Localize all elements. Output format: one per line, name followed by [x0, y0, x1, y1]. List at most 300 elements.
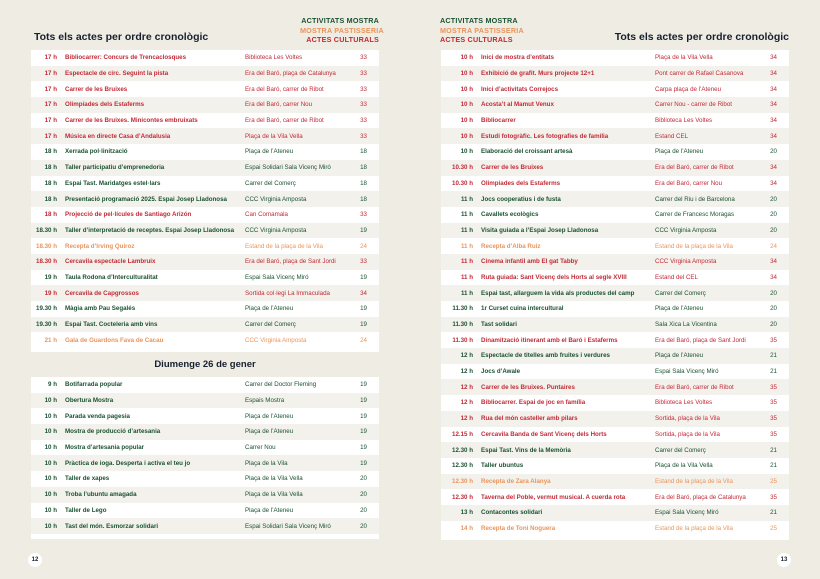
- event-time: 18.30 h: [36, 242, 57, 250]
- event-time: 11.30 h: [441, 317, 481, 333]
- event-page: 20: [357, 518, 379, 534]
- event-name: Espai Tast. Maridatges estel·lars: [65, 179, 161, 187]
- event-name: Acosta’t al Mamut Venux: [481, 97, 655, 113]
- event-page: 21: [767, 442, 789, 458]
- event-time: 11 h: [441, 223, 481, 239]
- event-time: 17 h: [44, 85, 57, 93]
- event-page: 18: [357, 191, 379, 207]
- event-page: 19: [357, 317, 379, 333]
- event-name: Carrer de les Bruixes. Minicontes embruixats: [65, 117, 198, 125]
- event-page: 20: [357, 487, 379, 503]
- table-row: [441, 223, 789, 239]
- event-name: Parada venda pagesia: [65, 412, 131, 420]
- event-place: Plaça de l’Ateneu: [655, 305, 704, 313]
- right-page: [410, 0, 820, 579]
- category-legend: [440, 16, 524, 45]
- table-row: [441, 301, 789, 317]
- event-page: 19: [360, 273, 367, 281]
- event-page: 19: [357, 393, 379, 409]
- event-name: Taller d’interpretació de receptes. Espai Josep Lladonosa: [65, 223, 245, 239]
- event-name: Recepta d’Alba Ruiz: [481, 242, 541, 250]
- event-name: Recepta d’Irving Quiroz: [65, 242, 135, 250]
- event-place: Era del Baró, carrer de Ribot: [655, 379, 767, 395]
- event-place: Era del Baró, plaça de Catalunya: [245, 66, 357, 82]
- event-page: 20: [767, 317, 789, 333]
- event-name: Taller participatiu d’emprenedoria: [65, 160, 245, 176]
- event-page: 19: [360, 444, 367, 452]
- event-name: Ruta guiada: Sant Vicenç dels Horts al segle XVIII: [481, 273, 627, 281]
- event-name: Recepta de Zara Alanya: [481, 474, 655, 490]
- event-place: Biblioteca Les Voltes: [245, 54, 303, 62]
- table-row: [31, 160, 379, 176]
- event-page: 19: [360, 381, 367, 389]
- event-page: 21: [767, 505, 789, 521]
- event-time: 10 h: [441, 97, 481, 113]
- event-time: 19.30 h: [31, 317, 65, 333]
- event-name: Rua del món casteller amb pilars: [481, 411, 655, 427]
- event-time: 17 h: [31, 128, 65, 144]
- event-page: 24: [360, 242, 367, 250]
- event-time: 19.30 h: [36, 305, 57, 313]
- event-time: 11.30 h: [452, 336, 473, 344]
- event-place: Sala Xica La Vicentina: [655, 317, 767, 333]
- event-place: Carrer del Comerç: [245, 179, 296, 187]
- table-row: [441, 332, 789, 348]
- event-time: 9 h: [48, 381, 57, 389]
- event-time: 10 h: [460, 54, 473, 62]
- event-name: Dinamització itinerant amb el Baró i Estaferms: [481, 336, 618, 344]
- event-place: Carrer del Comerç: [245, 317, 357, 333]
- event-name: Carrer de les Bruixes. Puntaires: [481, 379, 655, 395]
- legend-culturals: ACTES CULTURALS: [440, 35, 513, 44]
- table-row: [31, 377, 379, 393]
- table-row: [31, 424, 379, 440]
- event-place: Pont carrer de Rafael Casanova: [655, 66, 767, 82]
- table-row: [441, 379, 789, 395]
- event-time: 14 h: [460, 524, 473, 532]
- event-name: Inici d’activitats Correjocs: [481, 85, 559, 93]
- event-place: Espai Solidari Sala Vicenç Miró: [245, 160, 357, 176]
- event-page: 18: [360, 179, 367, 187]
- event-page: 34: [770, 273, 777, 281]
- event-place: Espai Sala Vicenç Miró: [245, 273, 309, 281]
- table-row: [441, 160, 789, 176]
- event-page: 33: [357, 254, 379, 270]
- table-row: [31, 408, 379, 424]
- event-name: Taula Rodona d’Interculturalitat: [65, 273, 158, 281]
- event-place: Carrer Nou: [245, 444, 276, 452]
- event-time: 11 h: [441, 191, 481, 207]
- event-place: Estand de la plaça de la Vila: [655, 524, 733, 532]
- event-name: Espai Tast. Cocteleria amb vins: [65, 317, 245, 333]
- event-page: 21: [770, 368, 777, 376]
- event-place: Sortida col·legi La Immaculada: [245, 285, 357, 301]
- event-place: Can Comamala: [245, 211, 288, 219]
- event-place: Plaça de l’Ateneu: [245, 305, 294, 313]
- table-row: [31, 97, 379, 113]
- event-time: 10 h: [31, 455, 65, 471]
- event-time: 10 h: [44, 412, 57, 420]
- table-row: [31, 301, 379, 317]
- table-row: [31, 254, 379, 270]
- table-row: [31, 113, 379, 129]
- event-page: 34: [770, 85, 777, 93]
- table-row: [441, 364, 789, 380]
- event-place: CCC Virginia Amposta: [245, 336, 307, 344]
- event-page: 20: [770, 148, 777, 156]
- event-name: Contacontes solidari: [481, 505, 655, 521]
- event-place: CCC Virginia Amposta: [655, 223, 767, 239]
- event-page: 35: [770, 399, 777, 407]
- event-page: 34: [767, 128, 789, 144]
- event-time: 11 h: [460, 273, 473, 281]
- event-name: Mostra d’artesania popular: [65, 444, 145, 452]
- event-place: Plaça de l’Ateneu: [655, 348, 767, 364]
- events-table-saturday: [31, 50, 379, 352]
- event-place: Estand del CEL: [655, 273, 698, 281]
- event-page: 19: [357, 223, 379, 239]
- table-row: [441, 442, 789, 458]
- event-time: 10.30 h: [452, 179, 473, 187]
- event-page: 35: [767, 411, 789, 427]
- event-name: Espectacle de titelles amb fruites i verdures: [481, 348, 655, 364]
- event-time: 18 h: [44, 211, 57, 219]
- event-page: 24: [360, 336, 367, 344]
- event-name: Olimpíades dels Estaferms: [65, 97, 245, 113]
- event-time: 11.30 h: [452, 305, 473, 313]
- event-place: Era del Baró, plaça de Sant Jordi: [245, 254, 357, 270]
- page-number: 12: [28, 553, 42, 567]
- legend-culturals: ACTES CULTURALS: [306, 35, 379, 44]
- event-name: Bibliocarrer. Espai de joc en família: [481, 399, 586, 407]
- event-page: 20: [767, 191, 789, 207]
- event-time: 19 h: [31, 285, 65, 301]
- event-name: Cercavila Banda de Sant Vicenç dels Horts: [481, 430, 607, 438]
- event-place: Biblioteca Les Voltes: [655, 117, 713, 125]
- table-row: [31, 238, 379, 254]
- table-row: [441, 317, 789, 333]
- event-page: 20: [770, 211, 777, 219]
- event-place: Plaça de l’Ateneu: [245, 412, 294, 420]
- event-name: Botifarrada popular: [65, 381, 123, 389]
- table-row: [31, 455, 379, 471]
- event-place: Plaça de la Vila Vella: [245, 128, 357, 144]
- table-row: [441, 238, 789, 254]
- event-place: Carrer del Comerç: [655, 442, 767, 458]
- event-time: 18.30 h: [31, 254, 65, 270]
- events-table: [31, 50, 379, 348]
- event-place: Estand de la plaça de la Vila: [655, 242, 733, 250]
- event-page: 34: [767, 254, 789, 270]
- event-place: Carrer del Riu i de Barcelona: [655, 191, 767, 207]
- event-name: Cavallets ecològics: [481, 211, 539, 219]
- event-page: 33: [357, 66, 379, 82]
- table-row: [441, 176, 789, 192]
- legend-pastisseria: MOSTRA PASTISSERIA: [300, 25, 384, 35]
- event-place: Sortida, plaça de la Vila: [655, 411, 767, 427]
- event-place: Estand CEL: [655, 128, 767, 144]
- event-name: Olimpíades dels Estaferms: [481, 179, 561, 187]
- event-time: 10 h: [460, 85, 473, 93]
- event-page: 34: [357, 285, 379, 301]
- event-time: 17 h: [31, 97, 65, 113]
- events-table-sunday-continued: [441, 50, 789, 540]
- table-row: [31, 285, 379, 301]
- table-row: [441, 395, 789, 411]
- event-page: 18: [360, 148, 367, 156]
- event-name: Carrer de les Bruixes: [65, 85, 128, 93]
- event-name: Visita guiada a l’Espai Josep Lladonosa: [481, 223, 655, 239]
- table-row: [441, 427, 789, 443]
- event-time: 12 h: [441, 348, 481, 364]
- event-page: 25: [767, 474, 789, 490]
- table-row: [31, 66, 379, 82]
- event-name: Taller ubuntus: [481, 462, 524, 470]
- table-row: [441, 285, 789, 301]
- table-row: [441, 505, 789, 521]
- event-time: 10 h: [31, 518, 65, 534]
- event-time: 12 h: [441, 379, 481, 395]
- event-page: 20: [360, 475, 367, 483]
- event-time: 11 h: [441, 254, 481, 270]
- event-time: 21 h: [44, 336, 57, 344]
- event-time: 12 h: [460, 399, 473, 407]
- event-place: Biblioteca Les Voltes: [655, 399, 713, 407]
- event-time: 12 h: [441, 411, 481, 427]
- event-time: 10 h: [44, 444, 57, 452]
- event-place: Plaça de l’Ateneu: [245, 424, 357, 440]
- event-time: 10 h: [31, 393, 65, 409]
- event-page: 33: [360, 54, 367, 62]
- event-name: Jocs cooperatius i de fusta: [481, 191, 655, 207]
- event-page: 34: [770, 179, 777, 187]
- event-name: Espai Tast. Vins de la Memòria: [481, 442, 655, 458]
- table-row: [441, 113, 789, 129]
- event-time: 18 h: [31, 191, 65, 207]
- event-place: Sortida, plaça de la Vila: [655, 430, 720, 438]
- event-place: Espais Mostra: [245, 393, 357, 409]
- event-page: 34: [770, 54, 777, 62]
- event-time: 10 h: [460, 148, 473, 156]
- event-page: 35: [770, 493, 777, 501]
- event-time: 19 h: [44, 273, 57, 281]
- table-row: [441, 411, 789, 427]
- event-place: Espai Solidari Sala Vicenç Miró: [245, 518, 357, 534]
- event-time: 18 h: [31, 160, 65, 176]
- event-place: Estand de la plaça de la Vila: [245, 242, 323, 250]
- legend-mostra: ACTIVITATS MOSTRA: [301, 16, 379, 25]
- table-row: [31, 317, 379, 333]
- event-name: Taller de xapes: [65, 475, 110, 483]
- event-place: CCC Virginia Amposta: [655, 254, 767, 270]
- event-name: Gala de Guardons Fava de Cacau: [65, 336, 164, 344]
- table-row: [441, 191, 789, 207]
- table-row: [31, 207, 379, 223]
- event-page: 18: [357, 160, 379, 176]
- event-name: Mostra de producció d’artesania: [65, 424, 245, 440]
- event-time: 10 h: [44, 506, 57, 514]
- event-name: Estudi fotogràfic. Les fotografies de família: [481, 128, 655, 144]
- event-name: Bibliocarrer: Concurs de Trencaclosques: [65, 54, 187, 62]
- table-row: [31, 471, 379, 487]
- event-page: 21: [767, 348, 789, 364]
- event-name: Troba l’ubuntu amagada: [65, 487, 245, 503]
- event-place: CCC Virginia Amposta: [245, 223, 357, 239]
- event-page: 35: [770, 430, 777, 438]
- event-page: 19: [357, 424, 379, 440]
- event-time: 10 h: [460, 117, 473, 125]
- event-name: Espai tast, allarguem la vida als productes del camp: [481, 285, 655, 301]
- table-row: [441, 97, 789, 113]
- event-page: 34: [767, 160, 789, 176]
- event-page: 19: [360, 305, 367, 313]
- event-time: 18 h: [44, 148, 57, 156]
- event-place: Era del Baró, plaça de Sant Jordi: [655, 336, 746, 344]
- event-place: Plaça de l’Ateneu: [245, 148, 294, 156]
- event-time: 11 h: [460, 242, 473, 250]
- event-name: Presentació programació 2025. Espai Josep Lladonosa: [65, 191, 245, 207]
- events-table: [31, 377, 379, 534]
- event-place: Plaça de la Vila Vella: [245, 487, 357, 503]
- event-place: Plaça de la Vila: [245, 455, 357, 471]
- event-name: Pràctica de ioga. Desperta i activa el teu jo: [65, 455, 245, 471]
- table-row: [31, 393, 379, 409]
- event-name: Cinema infantil amb El gat Tabby: [481, 254, 655, 270]
- event-place: Era del Baró, carrer de Ribot: [245, 117, 324, 125]
- table-row: [441, 50, 789, 66]
- table-row: [31, 503, 379, 519]
- event-page: 20: [767, 285, 789, 301]
- event-name: Cercavila de Capgrossos: [65, 285, 245, 301]
- event-name: Xerrada pol·linització: [65, 148, 128, 156]
- event-name: Projecció de pel·lícules de Santiago Arizón: [65, 211, 192, 219]
- table-row: [441, 270, 789, 286]
- event-page: 33: [360, 85, 367, 93]
- day-subheading: Diumenge 26 de gener: [154, 359, 256, 370]
- event-name: Cercavila espectacle Lambruix: [65, 254, 245, 270]
- event-time: 12.30 h: [452, 493, 473, 501]
- category-legend: [300, 16, 384, 45]
- table-row: [31, 487, 379, 503]
- event-place: Plaça de la Vila Vella: [655, 54, 713, 62]
- event-page: 33: [357, 97, 379, 113]
- event-page: 34: [767, 66, 789, 82]
- event-place: Estand de la plaça de la Vila: [655, 474, 767, 490]
- event-name: Tast del món. Esmorzar solidari: [65, 518, 245, 534]
- event-time: 11 h: [460, 211, 473, 219]
- event-time: 10.30 h: [441, 160, 481, 176]
- event-place: Carrer de Francesc Moragas: [655, 211, 735, 219]
- event-page: 33: [360, 117, 367, 125]
- event-place: CCC Virginia Amposta: [245, 191, 357, 207]
- event-place: Carpa plaça de l’Ateneu: [655, 85, 722, 93]
- event-page: 25: [770, 524, 777, 532]
- event-time: 17 h: [44, 117, 57, 125]
- event-time: 11 h: [441, 285, 481, 301]
- table-row: [441, 128, 789, 144]
- page-number: 13: [777, 553, 791, 567]
- event-time: 10 h: [441, 66, 481, 82]
- event-name: Taverna del Poble, vermut musical. A cuerda rota: [481, 493, 626, 501]
- table-row: [441, 144, 789, 160]
- event-place: Era del Baró, carrer Nou: [245, 97, 357, 113]
- event-page: 24: [770, 242, 777, 250]
- table-row: [31, 81, 379, 97]
- table-row: [441, 66, 789, 82]
- event-place: Era del Baró, carrer Nou: [655, 179, 723, 187]
- page-title: Tots els actes per ordre cronològic: [614, 31, 789, 43]
- event-name: Obertura Mostra: [65, 393, 245, 409]
- event-time: 12.30 h: [441, 442, 481, 458]
- table-row: [31, 144, 379, 160]
- table-row: [441, 521, 789, 537]
- event-name: Taller de Lego: [65, 506, 107, 514]
- event-page: 33: [360, 211, 367, 219]
- event-name: Espectacle de circ. Seguint la pista: [65, 66, 245, 82]
- event-name: Elaboració del croissant artesà: [481, 148, 573, 156]
- event-place: Plaça de la Vila Vella: [245, 475, 303, 483]
- event-page: 34: [767, 97, 789, 113]
- event-place: Era del Baró, plaça de Catalunya: [655, 493, 746, 501]
- table-row: [441, 458, 789, 474]
- table-row: [31, 332, 379, 348]
- event-place: Plaça de la Vila Vella: [655, 462, 713, 470]
- event-place: Carrer del Doctor Fleming: [245, 381, 317, 389]
- table-row: [441, 207, 789, 223]
- event-place: Carrer del Comerç: [655, 285, 767, 301]
- event-time: 13 h: [441, 505, 481, 521]
- table-row: [31, 518, 379, 534]
- table-row: [31, 440, 379, 456]
- event-name: Màgia amb Pau Segalés: [65, 305, 136, 313]
- event-place: Plaça de l’Ateneu: [655, 148, 704, 156]
- table-row: [31, 223, 379, 239]
- event-time: 18.30 h: [31, 223, 65, 239]
- event-name: Exhibició de grafit. Murs projecte 12+1: [481, 66, 655, 82]
- event-page: 34: [770, 117, 777, 125]
- event-page: 35: [767, 379, 789, 395]
- event-name: Carrer de les Bruixes: [481, 160, 655, 176]
- event-place: Carrer Nou - carrer de Ribot: [655, 97, 767, 113]
- table-row: [31, 191, 379, 207]
- event-place: Era del Baró, carrer de Ribot: [655, 160, 767, 176]
- event-time: 10 h: [31, 487, 65, 503]
- event-name: Bibliocarrer: [481, 117, 516, 125]
- events-table-sunday: [31, 377, 379, 539]
- event-page: 21: [770, 462, 777, 470]
- event-time: 12.15 h: [452, 430, 473, 438]
- event-page: 35: [770, 336, 777, 344]
- event-page: 19: [360, 412, 367, 420]
- event-time: 12 h: [460, 368, 473, 376]
- event-time: 12.30 h: [452, 462, 473, 470]
- event-place: Espai Sala Vicenç Miró: [655, 505, 767, 521]
- event-time: 17 h: [31, 66, 65, 82]
- event-name: Recepta de Toni Noguera: [481, 524, 556, 532]
- event-name: Inici de mostra d’entitats: [481, 54, 554, 62]
- event-name: 1r Curset cuina intercultural: [481, 305, 564, 313]
- event-page: 20: [360, 506, 367, 514]
- event-time: 12.30 h: [441, 474, 481, 490]
- table-row: [31, 50, 379, 66]
- event-place: Espai Sala Vicenç Miró: [655, 368, 719, 376]
- table-row: [441, 254, 789, 270]
- event-name: Jocs d’Awale: [481, 368, 521, 376]
- table-row: [441, 81, 789, 97]
- event-place: Plaça de l’Ateneu: [245, 506, 294, 514]
- events-table: [441, 50, 789, 536]
- event-time: 10 h: [441, 128, 481, 144]
